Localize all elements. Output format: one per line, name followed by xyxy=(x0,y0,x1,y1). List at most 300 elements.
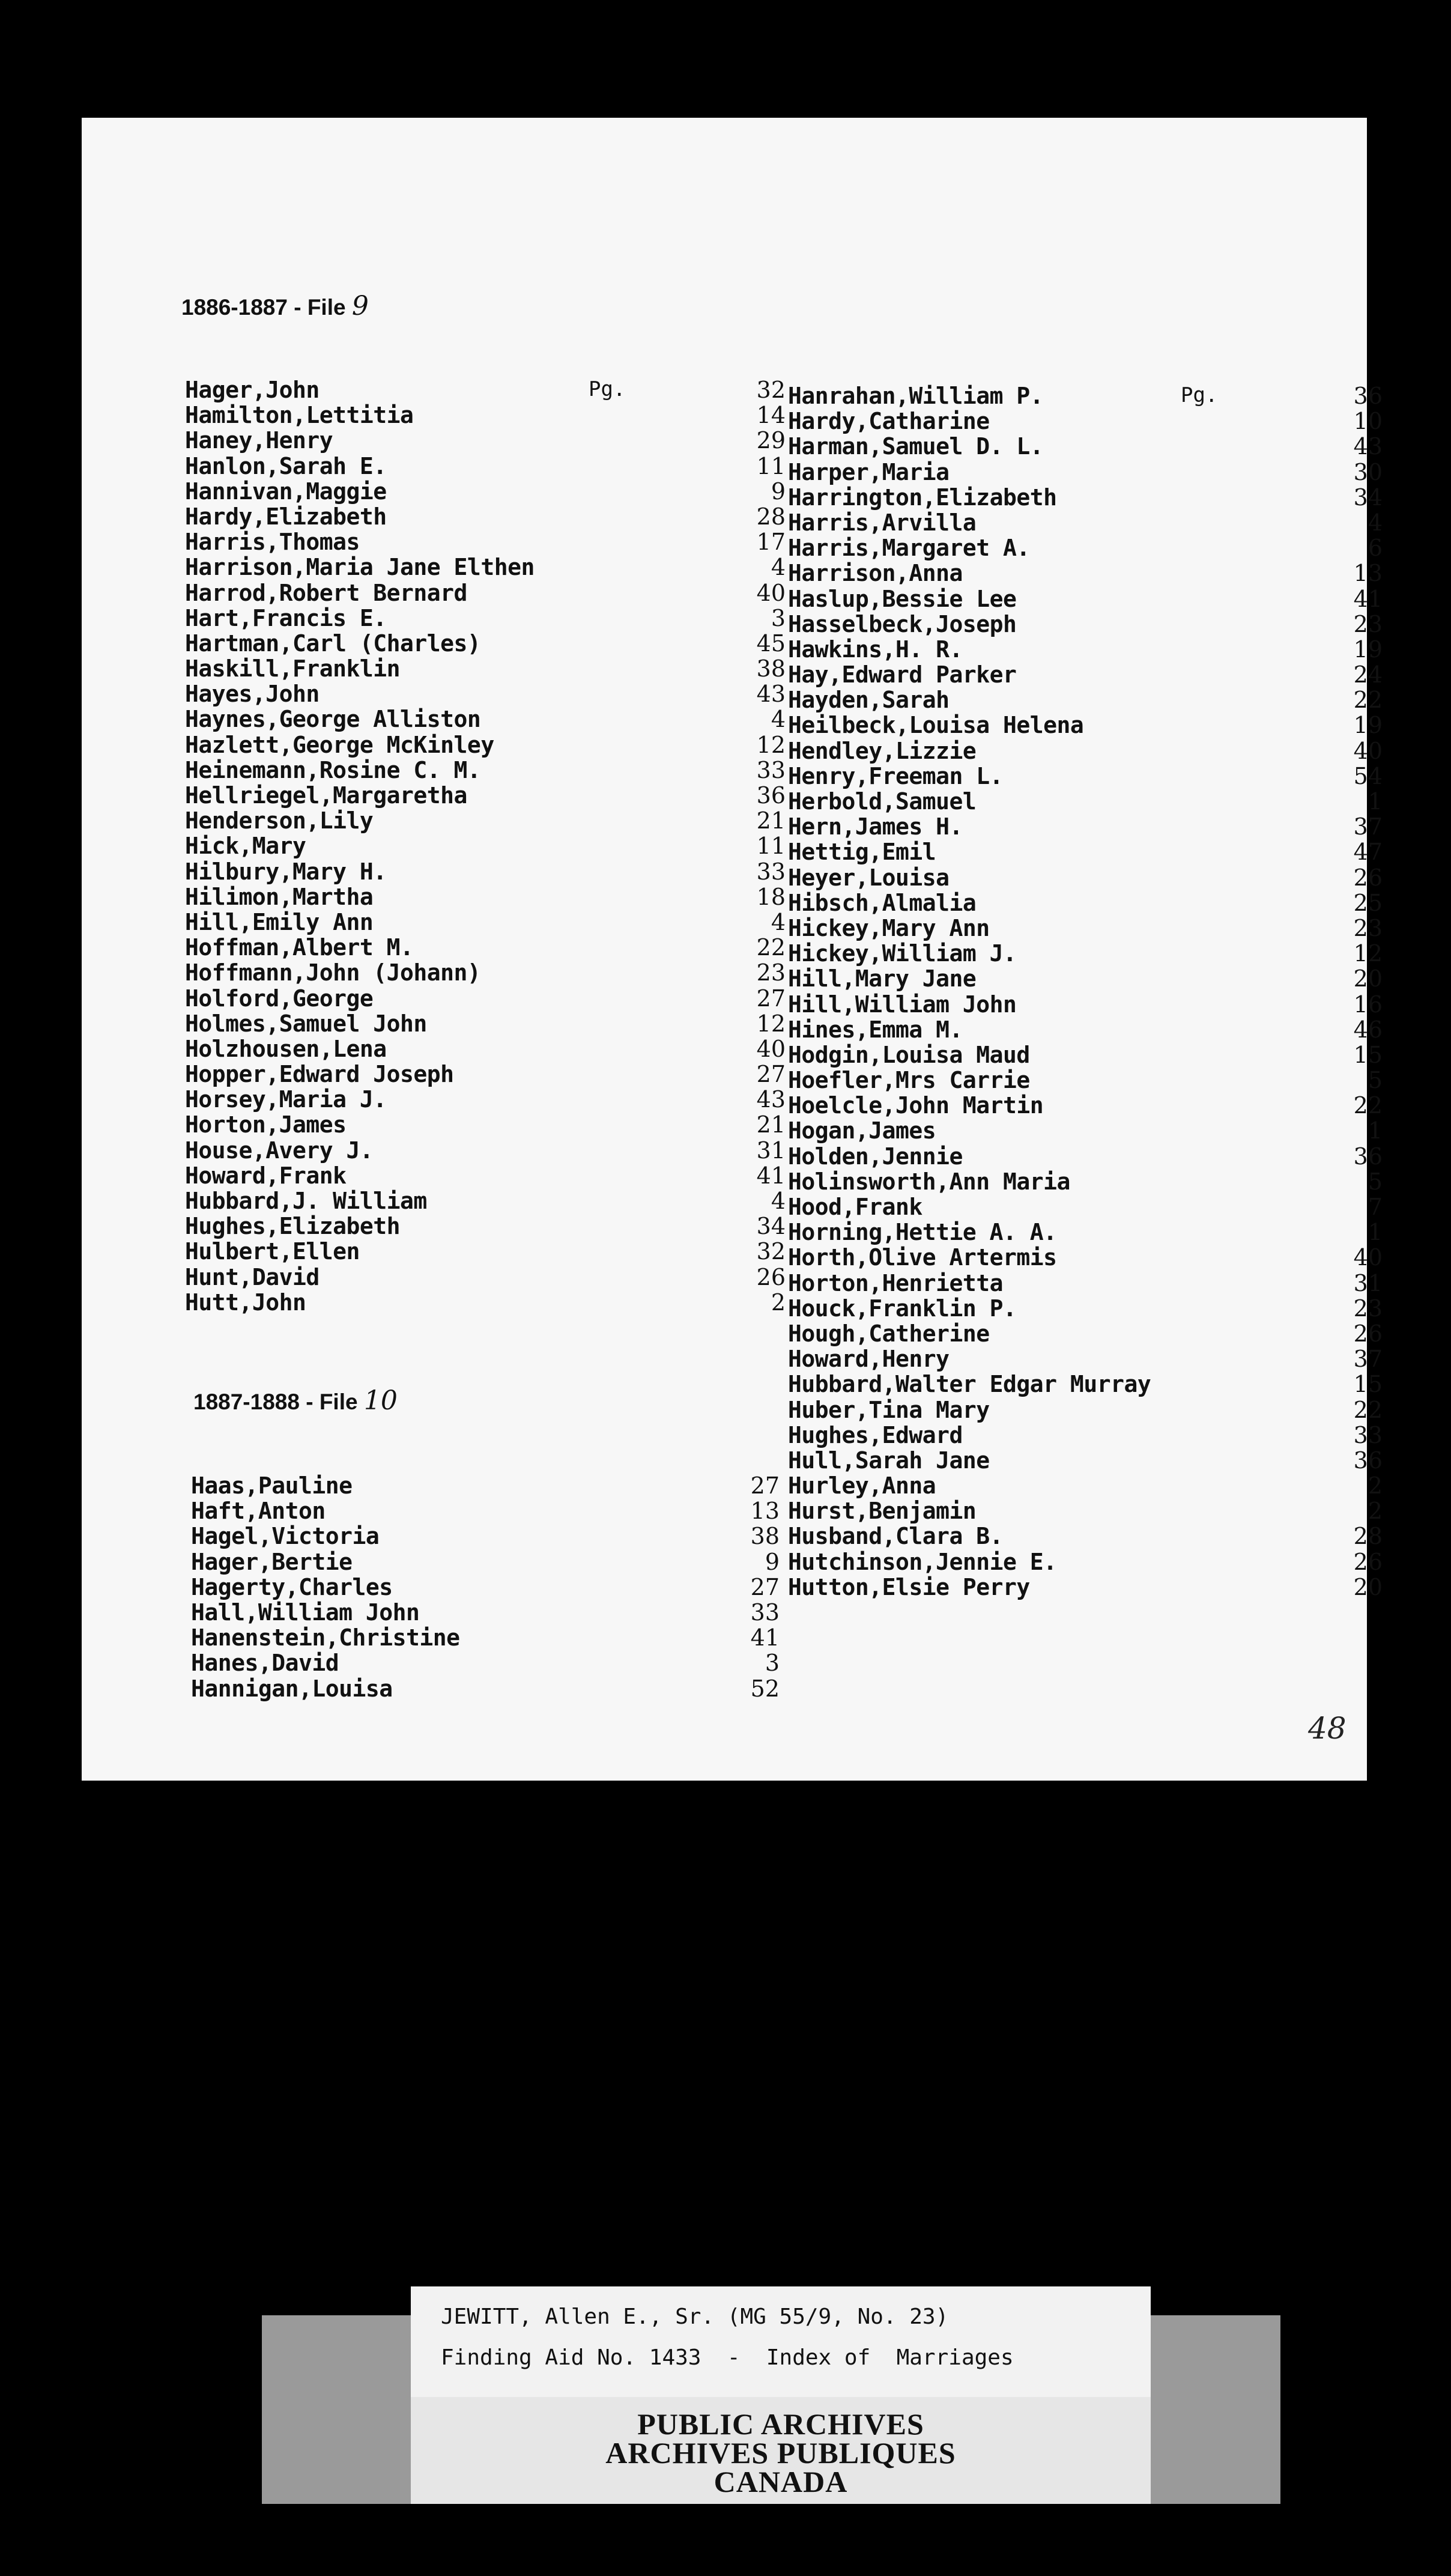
index-entry xyxy=(788,460,1383,485)
document-sheet xyxy=(82,118,1383,1781)
entry-page: 22 xyxy=(1353,687,1383,714)
entry-page: 19 xyxy=(1353,636,1383,663)
index-entry xyxy=(788,1118,1383,1143)
entry-page: 1 xyxy=(1368,1117,1383,1144)
index-entry xyxy=(788,1346,1383,1372)
index-entry xyxy=(788,383,1383,409)
entry-page: 29 xyxy=(756,427,786,454)
entry-page: 12 xyxy=(1353,940,1383,967)
index-entry xyxy=(191,1473,780,1498)
entry-name: Hickey,William J. xyxy=(788,940,1017,967)
index-entry xyxy=(185,377,786,402)
entry-page: 12 xyxy=(756,731,786,758)
entry-name: Hardy,Elizabeth xyxy=(185,503,387,530)
finding-aid-reference: Finding Aid No. 1433 - Index of Marriages xyxy=(441,2345,1014,2370)
fonds-reference: JEWITT, Allen E., Sr. (MG 55/9, No. 23) xyxy=(441,2304,949,2329)
index-entry xyxy=(788,1575,1383,1600)
entry-page: 40 xyxy=(1353,1244,1383,1271)
section-header-file9 xyxy=(181,291,369,321)
index-entry xyxy=(788,789,1383,814)
entry-name: Harrison,Anna xyxy=(788,560,963,587)
entry-page: 33 xyxy=(1353,1421,1383,1448)
index-entry xyxy=(788,434,1383,459)
index-entry xyxy=(788,1220,1383,1245)
index-entry xyxy=(185,1087,786,1112)
index-entry xyxy=(788,1473,1383,1498)
entry-page: 23 xyxy=(1353,1295,1383,1322)
index-entry xyxy=(191,1650,780,1675)
index-entry xyxy=(185,884,786,910)
entry-page: 34 xyxy=(1353,484,1383,511)
entry-name: Hendley,Lizzie xyxy=(788,737,977,764)
entry-name: Horton,Henrietta xyxy=(788,1269,1004,1296)
entry-name: Hart,Francis E. xyxy=(185,604,387,631)
entry-name: Haney,Henry xyxy=(185,427,333,454)
section-header-text: 1887-1888 - File xyxy=(193,1390,358,1414)
entry-page: 36 xyxy=(1353,1143,1383,1170)
index-entry xyxy=(185,910,786,935)
file-number: 10 xyxy=(363,1385,398,1416)
entry-name: Harman,Samuel D. L. xyxy=(788,433,1044,460)
entry-page: 21 xyxy=(756,807,786,834)
entry-name: Huber,Tina Mary xyxy=(788,1396,990,1423)
entry-name: Haslup,Bessie Lee xyxy=(788,585,1017,612)
entry-page: 22 xyxy=(1353,1092,1383,1119)
entry-name: Hartman,Carl (Charles) xyxy=(185,630,481,657)
entry-page: 32 xyxy=(756,1238,786,1265)
sheet-page-number: 48 xyxy=(1308,1711,1346,1746)
entry-name: Hibsch,Almalia xyxy=(788,889,977,916)
index-entry xyxy=(185,732,786,758)
entry-name: Hurley,Anna xyxy=(788,1472,936,1499)
entry-page: 20 xyxy=(1353,965,1383,992)
entry-page: 2 xyxy=(771,1289,786,1316)
entry-page: 43 xyxy=(1353,433,1383,460)
entry-name: Heyer,Louisa xyxy=(788,864,950,891)
entry-page: 27 xyxy=(750,1573,780,1600)
index-entry xyxy=(788,941,1383,966)
index-column-file10 xyxy=(191,1473,780,1701)
index-entry xyxy=(185,1036,786,1062)
entry-page: 36 xyxy=(1353,1447,1383,1474)
entry-page: 31 xyxy=(1353,1269,1383,1296)
entry-page: 52 xyxy=(750,1675,780,1702)
index-entry xyxy=(185,1163,786,1188)
entry-page: 33 xyxy=(756,858,786,885)
entry-page: 37 xyxy=(1353,813,1383,840)
entry-name: Hodgin,Louisa Maud xyxy=(788,1041,1030,1068)
index-entry xyxy=(788,764,1383,789)
entry-name: Hoffman,Albert M. xyxy=(185,934,414,961)
entry-name: Harrison,Maria Jane Elthen xyxy=(185,554,535,581)
entry-name: Hull,Sarah Jane xyxy=(788,1447,990,1474)
entry-page: 28 xyxy=(1353,1523,1383,1550)
index-entry xyxy=(191,1523,780,1549)
entry-name: Hill,Emily Ann xyxy=(185,908,374,935)
entry-name: Hubbard,Walter Edgar Murray xyxy=(788,1371,1151,1398)
index-entry xyxy=(185,1188,786,1214)
entry-name: Hamilton,Lettitia xyxy=(185,402,414,429)
entry-name: Harris,Thomas xyxy=(185,529,360,556)
entry-name: Hellriegel,Margaretha xyxy=(185,782,467,809)
index-entry xyxy=(185,1290,786,1315)
index-entry xyxy=(185,808,786,833)
entry-name: Hopper,Edward Joseph xyxy=(185,1061,454,1088)
entry-page: 43 xyxy=(756,1086,786,1113)
entry-name: Harris,Margaret A. xyxy=(788,535,1030,562)
entry-name: Harper,Maria xyxy=(788,458,950,485)
entry-name: Howard,Frank xyxy=(185,1162,347,1189)
index-entry xyxy=(788,814,1383,839)
index-entry xyxy=(185,986,786,1011)
index-entry xyxy=(185,833,786,858)
entry-name: Hanes,David xyxy=(191,1650,339,1677)
entry-name: Herbold,Samuel xyxy=(788,788,977,815)
index-entry xyxy=(788,535,1383,560)
index-entry xyxy=(185,1214,786,1239)
entry-name: Hasselbeck,Joseph xyxy=(788,610,1017,637)
entry-page: 23 xyxy=(1353,610,1383,637)
index-entry xyxy=(788,1017,1383,1042)
archives-stamp xyxy=(411,2397,1151,2504)
entry-name: Holden,Jennie xyxy=(788,1143,963,1170)
entry-page: 38 xyxy=(756,655,786,682)
entry-name: Hager,John xyxy=(185,377,320,403)
entry-page: 54 xyxy=(1353,762,1383,789)
index-entry xyxy=(185,402,786,428)
entry-page: 23 xyxy=(1353,914,1383,941)
entry-name: Hazlett,George McKinley xyxy=(185,731,494,758)
entry-name: Hutchinson,Jennie E. xyxy=(788,1548,1057,1575)
entry-page: 17 xyxy=(756,529,786,556)
index-entry xyxy=(788,586,1383,612)
index-entry xyxy=(788,839,1383,864)
entry-name: Hawkins,H. R. xyxy=(788,636,963,663)
index-entry xyxy=(788,1144,1383,1169)
index-entry xyxy=(788,560,1383,586)
entry-name: Hanenstein,Christine xyxy=(191,1624,460,1651)
entry-page: 40 xyxy=(1353,737,1383,764)
index-entry xyxy=(185,580,786,606)
entry-name: Hagel,Victoria xyxy=(191,1523,380,1550)
entry-name: Heilbeck,Louisa Helena xyxy=(788,712,1084,739)
index-entry xyxy=(185,758,786,783)
index-entry xyxy=(788,712,1383,738)
entry-page: 3 xyxy=(765,1650,780,1677)
entry-name: Heinemann,Rosine C. M. xyxy=(185,756,481,783)
entry-page: 4 xyxy=(771,554,786,581)
entry-name: Hayes,John xyxy=(185,681,320,708)
index-entry xyxy=(788,612,1383,637)
index-entry xyxy=(185,529,786,554)
file-number: 9 xyxy=(351,291,369,321)
entry-page: 15 xyxy=(1353,1371,1383,1398)
entry-name: Hunt,David xyxy=(185,1263,320,1290)
index-entry xyxy=(788,916,1383,941)
index-entry xyxy=(191,1549,780,1575)
entry-name: Horning,Hettie A. A. xyxy=(788,1219,1057,1246)
entry-page: 7 xyxy=(1368,1194,1383,1220)
entry-page: 10 xyxy=(1353,408,1383,435)
entry-page: 1 xyxy=(1368,1219,1383,1246)
index-entry xyxy=(788,510,1383,535)
entry-name: Hill,William John xyxy=(788,991,1017,1018)
entry-page: 25 xyxy=(1353,889,1383,916)
entry-page: 4 xyxy=(771,1188,786,1214)
entry-page: 5 xyxy=(1368,1067,1383,1094)
entry-name: Hagerty,Charles xyxy=(191,1573,393,1600)
index-entry xyxy=(191,1676,780,1701)
index-entry xyxy=(788,1042,1383,1068)
entry-name: Hay,Edward Parker xyxy=(788,661,1017,688)
index-entry xyxy=(788,1423,1383,1448)
index-entry xyxy=(185,783,786,808)
entry-name: Houck,Franklin P. xyxy=(788,1295,1017,1322)
entry-name: Hickey,Mary Ann xyxy=(788,914,990,941)
entry-name: Harrod,Robert Bernard xyxy=(185,579,467,606)
entry-page: 27 xyxy=(756,985,786,1012)
index-entry xyxy=(788,485,1383,510)
entry-name: Holmes,Samuel John xyxy=(185,1010,427,1037)
index-entry xyxy=(191,1600,780,1625)
entry-page: 13 xyxy=(750,1498,780,1525)
stamp-line-1: PUBLIC ARCHIVES xyxy=(637,2407,924,2441)
index-entry xyxy=(185,504,786,529)
entry-name: Hager,Bertie xyxy=(191,1548,353,1575)
entry-name: Harris,Arvilla xyxy=(788,509,977,536)
entry-page: 37 xyxy=(1353,1346,1383,1373)
entry-page: 36 xyxy=(756,782,786,809)
index-entry xyxy=(788,1372,1383,1397)
entry-page: 18 xyxy=(756,883,786,910)
entry-page: 2 xyxy=(1368,1498,1383,1525)
entry-name: Hannivan,Maggie xyxy=(185,478,387,505)
entry-page: 13 xyxy=(1353,560,1383,587)
index-entry xyxy=(788,1093,1383,1118)
entry-page: 26 xyxy=(1353,1320,1383,1347)
index-entry xyxy=(788,1448,1383,1473)
index-entry xyxy=(788,1245,1383,1270)
index-entry xyxy=(788,890,1383,916)
entry-name: Holzhousen,Lena xyxy=(185,1035,387,1062)
entry-name: Holford,George xyxy=(185,985,374,1012)
index-entry xyxy=(185,960,786,985)
index-entry xyxy=(788,1296,1383,1321)
pg-label-right: Pg. xyxy=(1181,383,1218,407)
stamp-line-2: ARCHIVES PUBLIQUES xyxy=(605,2436,956,2470)
entry-name: Hutt,John xyxy=(185,1289,306,1316)
entry-page: 23 xyxy=(756,959,786,986)
index-entry xyxy=(788,1321,1383,1346)
entry-page: 9 xyxy=(765,1548,780,1575)
entry-page: 43 xyxy=(756,681,786,708)
index-entry xyxy=(788,1068,1383,1093)
entry-name: Hoelcle,John Martin xyxy=(788,1092,1044,1119)
entry-page: 40 xyxy=(756,1035,786,1062)
entry-page: 16 xyxy=(1353,991,1383,1018)
entry-page: 47 xyxy=(1353,839,1383,866)
entry-page: 32 xyxy=(756,377,786,403)
entry-page: 6 xyxy=(1368,535,1383,562)
entry-page: 46 xyxy=(1353,1016,1383,1043)
index-entry xyxy=(788,1169,1383,1194)
index-entry xyxy=(788,1397,1383,1423)
index-entry xyxy=(788,966,1383,991)
entry-name: Hines,Emma M. xyxy=(788,1016,963,1043)
index-entry xyxy=(191,1575,780,1600)
index-entry xyxy=(185,1138,786,1163)
entry-page: 34 xyxy=(756,1213,786,1240)
entry-name: Haynes,George Alliston xyxy=(185,706,481,733)
entry-name: Howard,Henry xyxy=(788,1346,950,1373)
entry-name: Horton,James xyxy=(185,1111,347,1138)
entry-name: Harrington,Elizabeth xyxy=(788,484,1057,511)
entry-page: 11 xyxy=(756,452,786,479)
entry-name: Husband,Clara B. xyxy=(788,1523,1004,1550)
index-entry xyxy=(788,738,1383,764)
index-entry xyxy=(185,859,786,884)
entry-page: 15 xyxy=(1353,1041,1383,1068)
index-entry xyxy=(185,1062,786,1087)
entry-name: Haskill,Franklin xyxy=(185,655,401,682)
entry-page: 41 xyxy=(1353,585,1383,612)
index-entry xyxy=(788,1498,1383,1523)
index-entry xyxy=(788,865,1383,890)
entry-page: 31 xyxy=(756,1137,786,1164)
entry-name: Hoefler,Mrs Carrie xyxy=(788,1067,1030,1094)
entry-name: Hogan,James xyxy=(788,1117,936,1144)
index-entry xyxy=(185,1112,786,1137)
entry-name: Hanrahan,William P. xyxy=(788,383,1044,409)
entry-page: 11 xyxy=(756,833,786,860)
entry-page: 2 xyxy=(1368,1472,1383,1499)
section-header-file10 xyxy=(193,1385,398,1416)
entry-name: Hannigan,Louisa xyxy=(191,1675,393,1702)
entry-page: 14 xyxy=(756,402,786,429)
entry-name: Hurst,Benjamin xyxy=(788,1498,977,1525)
entry-page: 22 xyxy=(1353,1396,1383,1423)
entry-name: Henderson,Lily xyxy=(185,807,374,834)
index-entry xyxy=(191,1498,780,1523)
entry-page: 36 xyxy=(1353,383,1383,409)
stamp-line-3: CANADA xyxy=(713,2465,848,2499)
entry-page: 12 xyxy=(756,1010,786,1037)
entry-page: 3 xyxy=(771,604,786,631)
entry-page: 41 xyxy=(750,1624,780,1651)
index-entry xyxy=(185,479,786,504)
entry-name: Hettig,Emil xyxy=(788,839,936,866)
entry-page: 9 xyxy=(771,478,786,505)
index-entry xyxy=(185,606,786,631)
entry-page: 30 xyxy=(1353,458,1383,485)
entry-page: 27 xyxy=(750,1472,780,1499)
entry-name: Hilbury,Mary H. xyxy=(185,858,387,885)
index-entry xyxy=(788,1194,1383,1220)
entry-page: 33 xyxy=(756,756,786,783)
index-column-file9 xyxy=(185,377,786,1315)
finding-aid-label xyxy=(411,2286,1151,2397)
entry-name: Horth,Olive Artermis xyxy=(788,1244,1057,1271)
entry-page: 5 xyxy=(1368,1168,1383,1195)
index-entry xyxy=(185,706,786,732)
index-entry xyxy=(788,409,1383,434)
index-entry xyxy=(788,687,1383,712)
entry-page: 26 xyxy=(1353,1548,1383,1575)
entry-page: 26 xyxy=(756,1263,786,1290)
entry-name: Hayden,Sarah xyxy=(788,687,950,714)
entry-name: Hall,William John xyxy=(191,1599,420,1626)
entry-name: Haft,Anton xyxy=(191,1498,326,1525)
entry-page: 27 xyxy=(756,1061,786,1088)
entry-page: 24 xyxy=(1353,661,1383,688)
entry-page: 4 xyxy=(771,908,786,935)
index-entry xyxy=(185,1011,786,1036)
entry-name: Hardy,Catharine xyxy=(788,408,990,435)
entry-name: Hough,Catherine xyxy=(788,1320,990,1347)
entry-name: Hoffmann,John (Johann) xyxy=(185,959,481,986)
index-entry xyxy=(788,1271,1383,1296)
entry-page: 4 xyxy=(771,706,786,733)
entry-page: 41 xyxy=(756,1162,786,1189)
index-column-right xyxy=(788,383,1383,1600)
entry-name: Hick,Mary xyxy=(185,833,306,860)
entry-name: Hutton,Elsie Perry xyxy=(788,1573,1030,1600)
entry-name: Holinsworth,Ann Maria xyxy=(788,1168,1070,1195)
entry-name: Hood,Frank xyxy=(788,1194,922,1220)
entry-name: House,Avery J. xyxy=(185,1137,374,1164)
entry-page: 26 xyxy=(1353,864,1383,891)
entry-name: Horsey,Maria J. xyxy=(185,1086,387,1113)
entry-name: Haas,Pauline xyxy=(191,1472,353,1499)
entry-name: Hanlon,Sarah E. xyxy=(185,452,387,479)
entry-name: Hulbert,Ellen xyxy=(185,1238,360,1265)
index-entry xyxy=(788,992,1383,1017)
entry-page: 45 xyxy=(756,630,786,657)
index-entry xyxy=(185,454,786,479)
entry-name: Hughes,Edward xyxy=(788,1421,963,1448)
entry-page: 40 xyxy=(756,579,786,606)
entry-name: Henry,Freeman L. xyxy=(788,762,1004,789)
entry-name: Hill,Mary Jane xyxy=(788,965,977,992)
entry-name: Hughes,Elizabeth xyxy=(185,1213,401,1240)
index-entry xyxy=(788,637,1383,662)
index-entry xyxy=(185,1265,786,1290)
index-entry xyxy=(185,631,786,656)
entry-page: 21 xyxy=(756,1111,786,1138)
index-entry xyxy=(191,1625,780,1650)
entry-page: 19 xyxy=(1353,712,1383,739)
index-entry xyxy=(788,662,1383,687)
pg-label-left: Pg. xyxy=(589,377,626,401)
entry-page: 38 xyxy=(750,1523,780,1550)
index-entry xyxy=(185,935,786,960)
index-entry xyxy=(788,1549,1383,1575)
index-entry xyxy=(185,554,786,580)
section-header-text: 1886-1887 - File xyxy=(181,295,346,320)
entry-page: 4 xyxy=(1368,509,1383,536)
index-entry xyxy=(185,656,786,681)
entry-page: 28 xyxy=(756,503,786,530)
entry-page: 33 xyxy=(750,1599,780,1626)
entry-page: 20 xyxy=(1353,1573,1383,1600)
entry-name: Hern,James H. xyxy=(788,813,963,840)
entry-name: Hilimon,Martha xyxy=(185,883,374,910)
index-entry xyxy=(185,428,786,453)
index-entry xyxy=(185,1239,786,1264)
index-entry xyxy=(185,681,786,706)
entry-page: 22 xyxy=(756,934,786,961)
entry-name: Hubbard,J. William xyxy=(185,1188,427,1214)
